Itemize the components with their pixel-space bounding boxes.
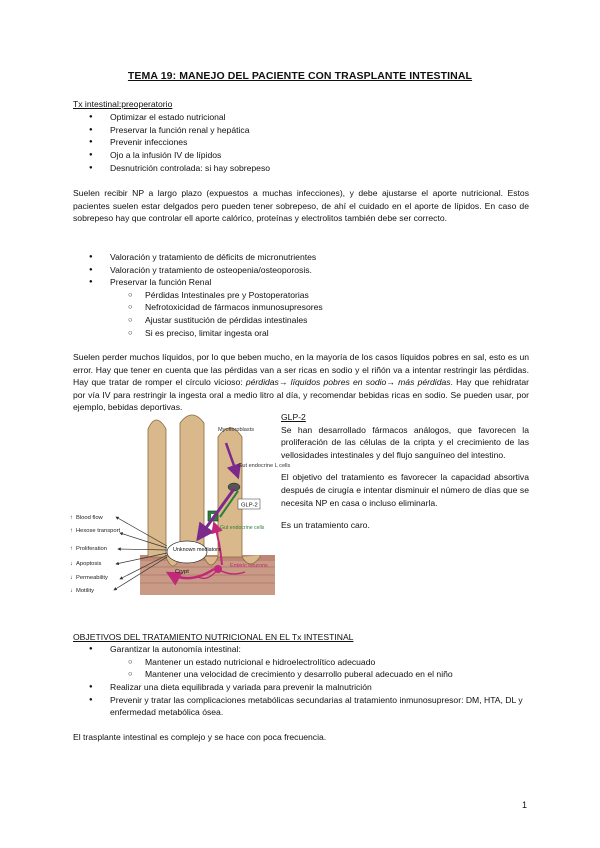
sublist-item: ○ Mantener una velocidad de crecimiento y desarrollo puberal adecuado en el niño [73,668,533,681]
preop-list [73,111,533,174]
effect-sign: ↑ [70,528,73,534]
unknown-mediators-label: Unknown mediators [173,547,221,553]
glp2-heading: GLP-2 [281,412,306,422]
list-item: ● Optimizar el estado nutricional [73,111,533,124]
effect-label: Blood flow [76,515,103,521]
objectives-sublist [73,656,533,681]
closing-paragraph: El trasplante intestinal es complejo y se hace con poca frecuencia. [73,732,327,742]
list-item: ● Preservar la función Renal [73,276,533,289]
page-number: 1 [522,800,528,810]
gut-endocrine-label: Gut endocrine cells [220,525,265,531]
glp2-section [281,411,529,532]
fluids-text-c: . Hay que rehidratar por vía IV para restringir la ingesta oral a medio litro al día, y recomendar bebidas ricas en sodio. Se pueden usar, por ejemplo, bebidas deportivas. [73,377,529,413]
gut-l-cells-label: Gut endocrine L cells [238,463,291,469]
glp2-mechanism-figure [70,407,291,595]
glp2-paragraph-1: Se han desarrollado fármacos análogos, que favorecen la proliferación de las células de la cripta y el crecimiento de las vellosidades intestinales y del flujo sanguíneo del intestino. [281,424,529,460]
effect-sign: ↓ [70,575,73,581]
effect-sign: ↓ [70,588,73,594]
glp2-paragraph-2: El objetivo del tratamiento es favorecer la capacidad absortiva después de cirugía e intentar disminuir el número de días que se necesita NP en casa o incluso eliminarla. [281,472,529,508]
list-item: ● Realizar una dieta equilibrada y variada para prevenir la malnutrición [73,681,533,694]
nutrition-paragraph: Suelen recibir NP a largo plazo (expuestos a muchas infecciones), y debe ajustarse el aporte nutricional. Estos pacientes suelen estar delgados pero pueden tener sobrepeso, de ahí el cuidado en el aporte de lípidos. En caso de sobrepeso hay que controlar ell aporte calórico, proteínas y electrolitos también debe ser correcto. [73,188,529,224]
myofibroblasts-label: Myofibroblasts [218,427,255,433]
sublist-item: ○ Mantener un estado nutricional e hidroelectrolítico adecuado [73,656,533,669]
list-item: ● Ojo a la infusión IV de lípidos [73,149,533,162]
effect-label: Motility [76,588,95,594]
effect-label: Permeability [76,575,108,581]
list-item: ● Garantizar la autonomía intestinal: [73,643,533,656]
list-item: ● Preservar la función renal y hepática [73,124,533,137]
objectives-section [73,631,533,719]
page-title: TEMA 19: MANEJO DEL PACIENTE CON TRASPLANTE INTESTINAL [127,70,473,82]
list-item: ● Valoración y tratamiento de déficits de micronutrientes [73,251,533,264]
list-item: ● Valoración y tratamiento de osteopenia/osteoporosis. [73,264,533,277]
vicious-circle-text: pérdidas→ líquidos pobres en sodio→ más pérdidas [245,377,451,388]
glp2-paragraph-3: Es un tratamiento caro. [281,520,370,531]
sublist-item: ○ Pérdidas Intestinales pre y Postoperatorias [73,289,533,302]
sublist-item: ○ Si es preciso, limitar ingesta oral [73,327,533,340]
effect-sign: ↑ [70,515,73,521]
glp2-label: GLP-2 [241,502,258,509]
effect-sign: ↓ [70,561,73,567]
objectives-heading: OBJETIVOS DEL TRATAMIENTO NUTRICIONAL EN EL Tx INTESTINAL [73,632,354,642]
objectives-list [73,643,533,656]
sublist-item: ○ Nefrotoxicidad de fármacos inmunosupresores [73,301,533,314]
effect-label: Proliferation [76,546,107,552]
assessment-section [73,251,533,339]
sublist-item: ○ Ajustar sustitución de pérdidas intestinales [73,314,533,327]
assessment-list [73,251,533,289]
list-item: ● Prevenir infecciones [73,136,533,149]
effect-sign: ↑ [70,546,73,552]
list-item: ● Desnutrición controlada: si hay sobrepeso [73,162,533,175]
effect-label: Hexose transport [76,528,121,534]
fluids-text-a: Suelen perder muchos líquidos, por lo que beben mucho, en la mayoría de los casos líquidos pobres en sal, esto es un error. Hay que tener en cuenta que las pérdidas van a ser ricas en sodio y el riñón va a intentar restringir las pérdidas. Hay que tratar de romper el círculo vicioso: [73,352,529,388]
objectives-list-continued [73,681,533,719]
enteric-neurons-label: Enteric neurons [230,563,268,569]
crypt-label: Crypt [175,569,189,575]
preop-heading: Tx intestinal:preoperatorio [73,99,173,109]
renal-sublist [73,289,533,339]
effect-label: Apoptosis [76,561,102,567]
fluids-paragraph [73,351,529,414]
list-item: ● Prevenir y tratar las complicaciones metabólicas secundarias al tratamiento inmunosupresor: DM, HTA, DL y enfermedad metabólica ósea. [73,694,533,719]
preop-section [73,98,533,174]
